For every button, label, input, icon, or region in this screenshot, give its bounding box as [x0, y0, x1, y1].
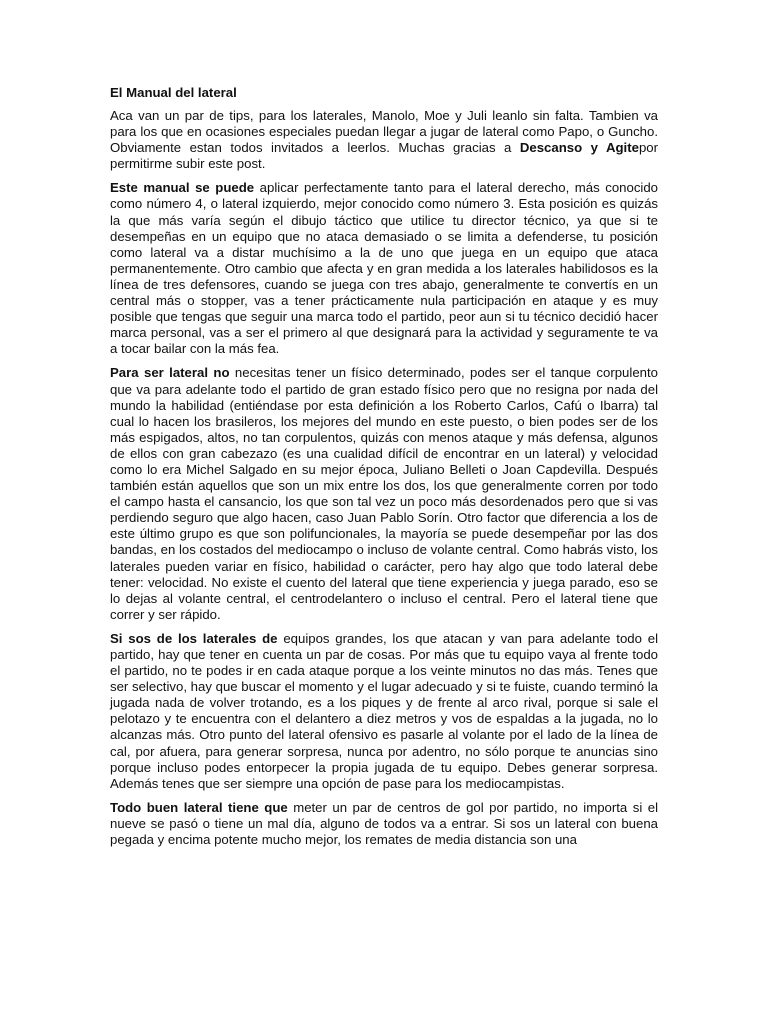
paragraph-lead: Todo buen lateral tiene que [110, 799, 294, 815]
paragraph-intro [110, 108, 658, 172]
paragraph-crosses [110, 800, 658, 848]
paragraph-big-teams [110, 631, 658, 792]
paragraph-manual [110, 180, 658, 357]
paragraph-physique [110, 365, 658, 623]
paragraph-text: Aca van un par de tips, para los laterales, Manolo, Moe y Juli leanlo sin falta. Tambien va para los que en ocasiones especiales puedan llegar a jugar de lateral como Papo, o Guncho. Obviamente estan todos invitados a leerlos. Muchas gracias a [110, 108, 658, 156]
paragraph-text: aplicar perfectamente tanto para el lateral derecho, más conocido como número 4, o lateral izquierdo, mejor conocido como número 3. Esta posición es quizás la que más varía según el dibujo táctico que utilice tu director técnico, ya que si te desempeñas en un equipo que no ataca demasiado o se limita a defenderse, tu posición como lateral va a distar muchísimo a la de uno que juega en un equipo que ataca permanentemente. Otro cambio que afecta y en gran medida a los laterales habilidosos es la línea de tres defensores, cuando se juega con tres abajo, generalmente te convertís en un central más o stopper, vas a tener prácticamente nula participación en ataque y es muy posible que tengas que seguir una marca todo el partido, peor aun si tu técnico decidió hacer marca personal, vas a ser el primero al que designará para la actividad y seguramente te va a tocar bailar con la más fea. [110, 180, 659, 357]
paragraph-text: meter un par de centros de gol por partido, no importa si el nueve se pasó o tiene un mal día, alguno de todos va a entrar. Si sos un lateral con buena pegada y encima potente mucho mejor, los remates de media distancia son una [110, 799, 658, 848]
document-page [110, 84, 658, 856]
paragraph-lead: Para ser lateral no [110, 365, 235, 381]
document-title: El Manual del lateral [110, 85, 237, 100]
paragraph-text: equipos grandes, los que atacan y van para adelante todo el partido, hay que tener en cuenta un par de cosas. Por más que tu equipo vaya al frente todo el partido, no te podes ir en cada ataque porque a los veinte minutos no das más. Tenes que ser selectivo, hay que buscar el momento y el lugar adecuado y si te fuiste, cuando terminó la jugada nada de volver trotando, es a los piques y de frente al arco rival, porque si sale el pelotazo y te encuentra con el delantero a diez metros y vos de espaldas a la jugada, no lo alcanzas más. Otro punto del lateral ofensivo es pasarle al volante por el lado de la línea de cal, por afuera, para generar sorpresa, nunca por adentro, no sólo porque te anuncias sino porque incluso podes entorpecer la propia jugada de tu equipo. Debes generar sorpresa. Además tenes que ser siempre una opción de pase para los mediocampistas. [110, 630, 659, 791]
paragraph-lead: Este manual se puede [110, 180, 260, 196]
paragraph-tail: por permitirme subir este post. [110, 140, 658, 172]
paragraph-bold-credit: Descanso y Agite [519, 140, 639, 156]
paragraph-text: necesitas tener un físico determinado, podes ser el tanque corpulento que va para adelante todo el partido de gran estado físico pero que no resigna por nada del mundo la habilidad (entiéndase por esta definición a los Roberto Carlos, Cafú o Ibarra) tal cual lo hacen los brasileros, los mejores del mundo en este puesto, o bien podes ser de los más espigados, altos, no tan corpulentos, quizás con menos ataque y más defensa, algunos de ellos con gran cabezazo (es una cualidad difícil de encontrar en un lateral) y velocidad como lo era Michel Salgado en su mejor época, Juliano Belleti o Joan Capdevilla. Después también están aquellos que son un mix entre los dos, los que generalmente corren por todo el campo hasta el cansancio, los que son tal vez un poco más desordenados pero que si vas perdiendo seguro que algo hacen, caso Juan Pablo Sorín. Otro factor que diferencia a los de este último grupo es que son polifuncionales, la mayoría se puede desempeñar por las dos bandas, en los costados del mediocampo o incluso de volante central. Como habrás visto, los laterales pueden variar en físico, habilidad o carácter, pero hay algo que todo lateral debe tener: velocidad. No existe el cuento del lateral que tiene experiencia y juega parado, eso se lo dejas al volante central, el centrodelantero o incluso el central. Pero el lateral tiene que correr y ser rápido. [110, 365, 658, 622]
paragraph-lead: Si sos de los laterales de [110, 630, 284, 646]
